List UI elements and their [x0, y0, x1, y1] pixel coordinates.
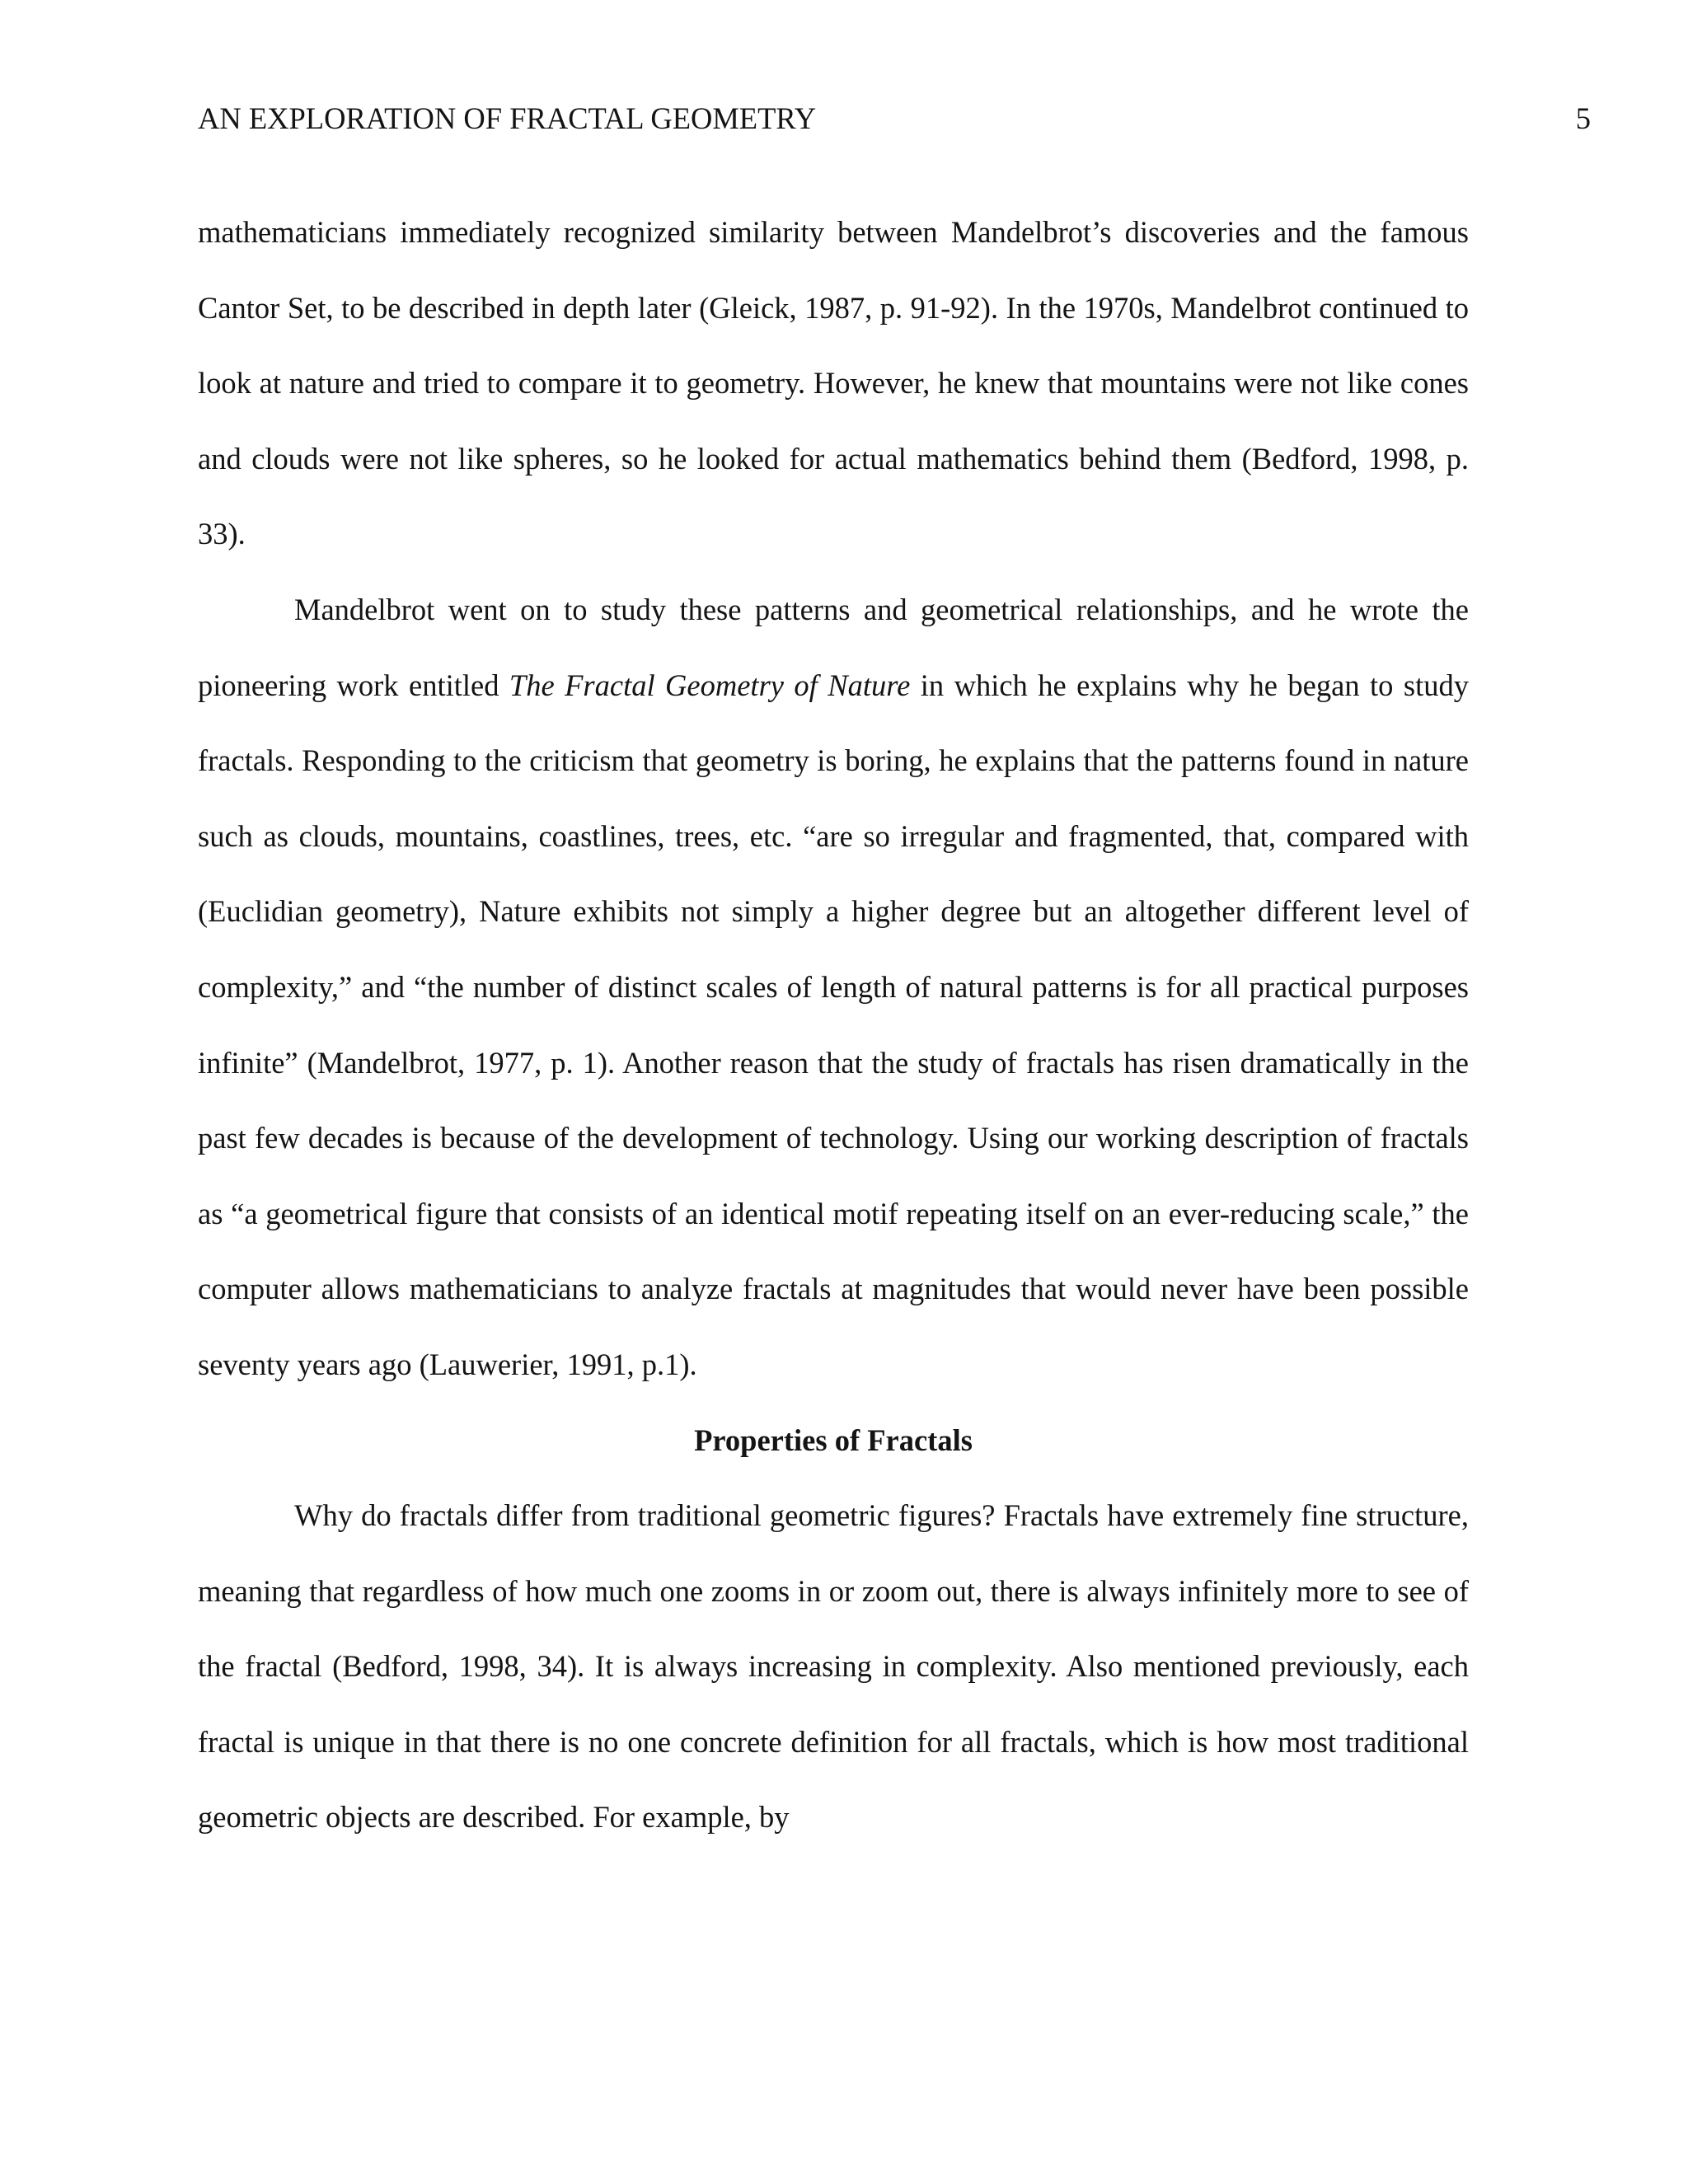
paragraph-mandelbrot-work	[198, 572, 1469, 1403]
running-title: AN EXPLORATION OF FRACTAL GEOMETRY	[198, 101, 817, 135]
running-head	[198, 97, 1591, 140]
paragraph-continued: mathematicians immediately recognized similarity between Mandelbrot’s discoveries and the famous Cantor Set, to be described in depth later (Gleick, 1987, p. 91-92). In the 1970s, Mandelbrot continued to look at nature and tried to compare it to geometry. However, he knew that mountains were not like cones and clouds were not like spheres, so he looked for actual mathematics behind them (Bedford, 1998, p. 33).	[198, 215, 1469, 551]
paragraph-text-before-title: Mandelbrot went on to study these patterns and geometrical relationships, and he wrote the pioneering work entitled	[198, 592, 1469, 702]
paragraph-text-after-title: in which he explains why he began to study fractals. Responding to the criticism that geometry is boring, he explains that the patterns found in nature such as clouds, mountains, coastlines, trees, etc. “are so irregular and fragmented, that, compared with (Euclidian geometry), Nature exhibits not simply a higher degree but an altogether different level of complexity,” and “the number of distinct scales of length of natural patterns is for all practical purposes infinite” (Mandelbrot, 1977, p. 1). Another reason that the study of fractals has risen dramatically in the past few decades is because of the development of technology. Using our working description of fractals as “a geometrical figure that consists of an identical motif repeating itself on an ever-reducing scale,” the computer allows mathematicians to analyze fractals at magnitudes that would never have been possible seventy years ago (Lauwerier, 1991, p.1).	[198, 668, 1469, 1381]
section-heading: Properties of Fractals	[694, 1422, 973, 1457]
page-number: 5	[1575, 101, 1591, 135]
paragraph-properties: Why do fractals differ from traditional geometric figures? Fractals have extremely fine structure, meaning that regardless of how much one zooms in or zoom out, there is always infinitely more to see of the fractal (Bedford, 1998, 34). It is always increasing in complexity. Also mentioned previously, each fractal is unique in that there is no one concrete definition for all fractals, which is how most traditional geometric objects are described. For example, by	[198, 1498, 1469, 1835]
book-title: The Fractal Geometry of Nature	[509, 668, 911, 702]
body-text	[198, 194, 1469, 1855]
